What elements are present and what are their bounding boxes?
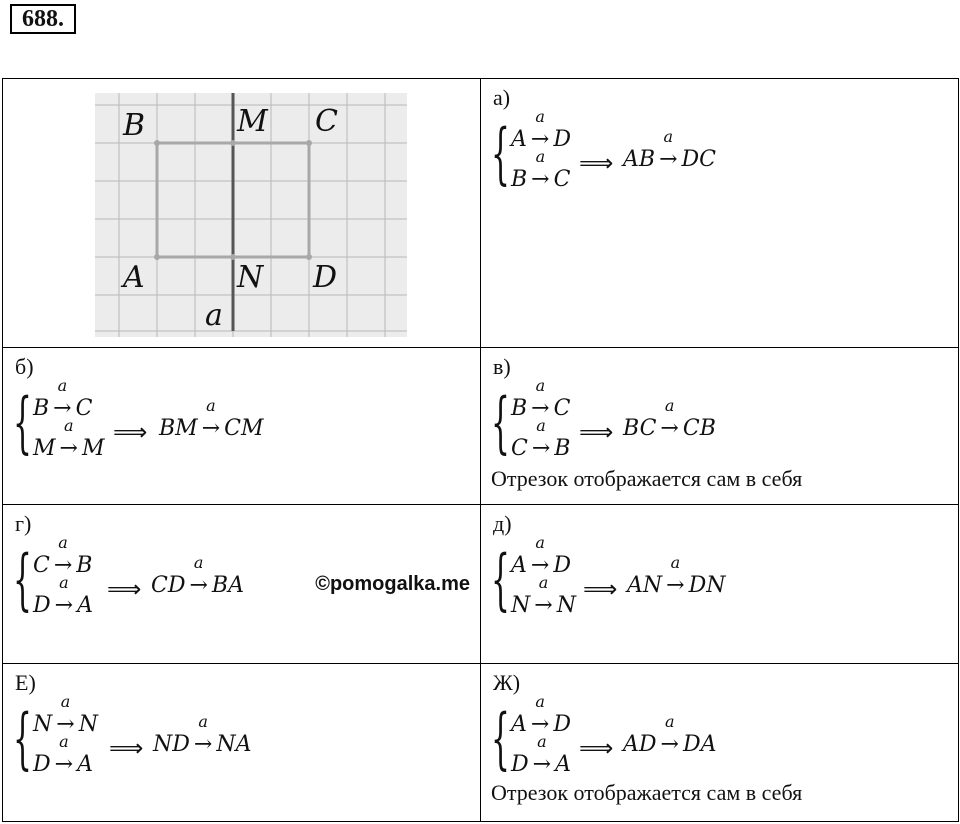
system-line-2: B → a C <box>511 147 571 192</box>
system-result: AN → a DN <box>627 553 726 598</box>
point-n-label: N <box>237 260 264 295</box>
system-line-2: N → a N <box>511 573 576 618</box>
axis-a-label: a <box>205 298 223 333</box>
system-result: ND → a NA <box>153 712 252 757</box>
system-e <box>13 692 473 794</box>
system-a <box>491 107 951 209</box>
cell-a-label: а) <box>493 85 511 110</box>
system-result: AD → a DA <box>623 712 717 757</box>
cell-e <box>2 663 481 822</box>
system-line-1: B → a C <box>33 376 93 421</box>
system-line-2: C → a B <box>511 416 571 461</box>
left-brace: { <box>491 700 510 777</box>
cell-d <box>480 504 959 664</box>
system-result: CD → a BA <box>151 553 244 598</box>
system-line-1: A → a D <box>511 692 571 737</box>
implies-symbol: ⟹ <box>579 734 614 762</box>
implies-symbol: ⟹ <box>579 418 614 446</box>
note-text: Отрезок отображается сам в себя <box>491 780 803 805</box>
solution-table <box>2 78 959 822</box>
cell-b-label: б) <box>15 354 34 379</box>
left-brace: { <box>491 384 510 461</box>
cell-zh-label: Ж) <box>493 670 521 695</box>
point-b-label: B <box>123 108 146 143</box>
point-d-label: D <box>313 260 338 295</box>
point-c-label: C <box>315 104 338 139</box>
implies-symbol: ⟹ <box>583 575 618 603</box>
left-brace: { <box>491 115 510 192</box>
implies-symbol: ⟹ <box>107 575 142 603</box>
cell-v <box>480 347 959 505</box>
cell-d-label: д) <box>493 511 512 536</box>
system-d <box>491 533 951 635</box>
left-brace: { <box>13 541 32 618</box>
implies-symbol: ⟹ <box>579 149 614 177</box>
implies-symbol: ⟹ <box>113 418 148 446</box>
system-line-1: A → a D <box>511 107 571 152</box>
cell-g-label: г) <box>15 511 32 536</box>
left-brace: { <box>13 384 32 461</box>
reflection-diagram <box>95 93 407 337</box>
system-line-2: M → a M <box>33 416 105 461</box>
cell-v-label: в) <box>493 354 511 379</box>
cell-b <box>2 347 481 505</box>
system-line-2: D → a A <box>511 732 571 777</box>
grid-figure <box>95 93 407 337</box>
note-text: Отрезок отображается сам в себя <box>491 466 803 491</box>
left-brace: { <box>13 700 32 777</box>
watermark: ©pomogalka.me <box>315 573 470 595</box>
cell-a <box>480 78 959 348</box>
system-result: BM → a CM <box>159 396 264 441</box>
system-line-1: C → a B <box>33 533 93 578</box>
system-line-1: A → a D <box>511 533 571 578</box>
cell-e-label: Е) <box>15 670 36 695</box>
system-line-2: D → a A <box>33 573 93 618</box>
cell-zh <box>480 663 959 822</box>
cell-g <box>2 504 481 664</box>
system-result: AB → a DC <box>623 127 716 172</box>
implies-symbol: ⟹ <box>109 734 144 762</box>
system-result: BC → a CB <box>623 396 716 441</box>
figure-cell <box>2 78 481 348</box>
system-line-1: N → a N <box>33 692 98 737</box>
problem-number: 688. <box>10 4 76 34</box>
left-brace: { <box>491 541 510 618</box>
point-a-label: A <box>123 260 145 295</box>
system-b <box>13 376 473 478</box>
system-line-1: B → a C <box>511 376 571 421</box>
point-m-label: M <box>237 104 268 139</box>
system-line-2: D → a A <box>33 732 93 777</box>
